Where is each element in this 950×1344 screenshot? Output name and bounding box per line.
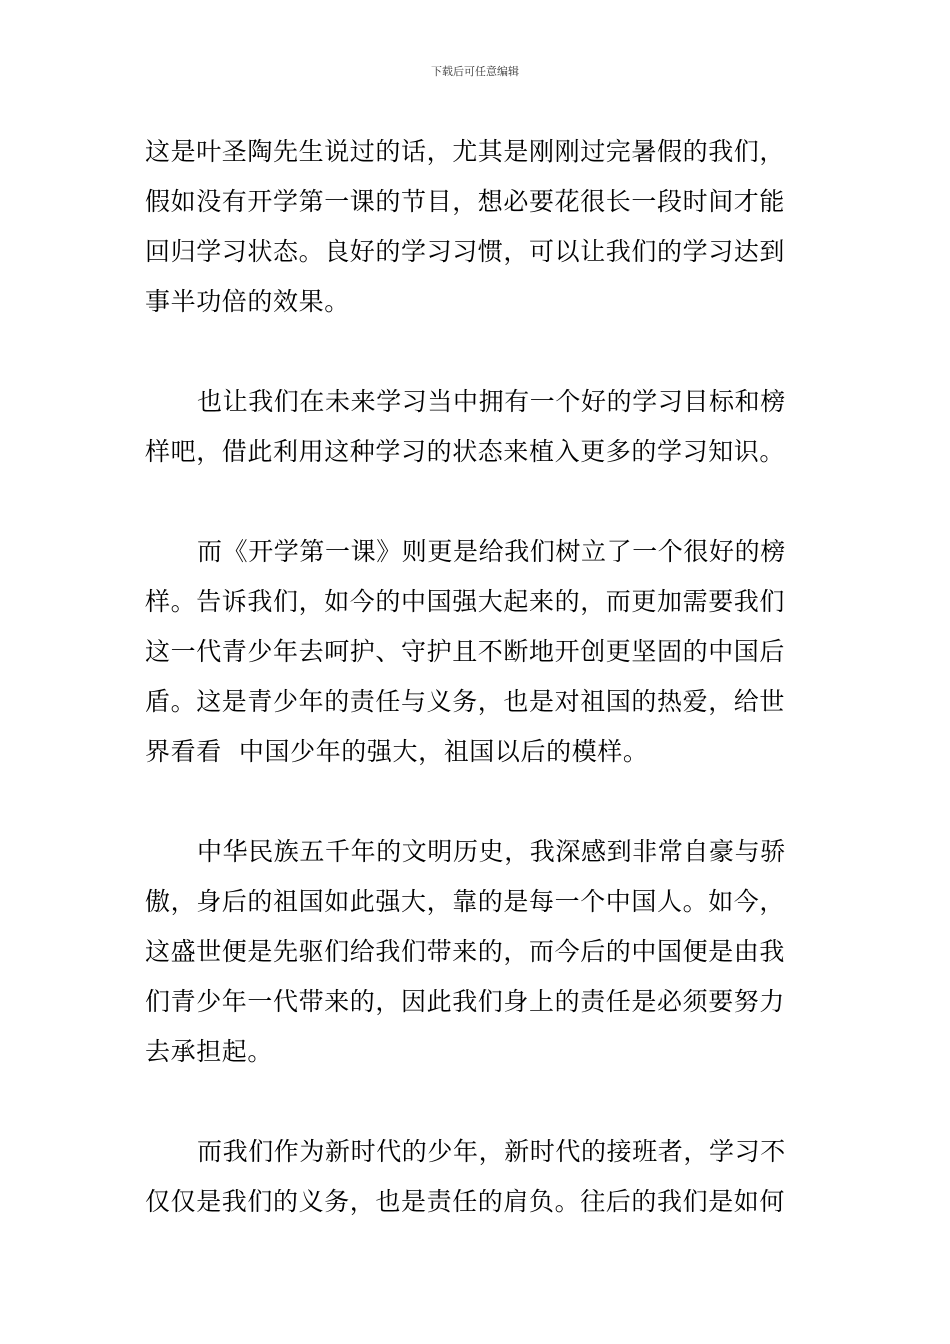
text-line: 回归学习状态。良好的学习习惯，可以让我们的学习达到 — [145, 237, 786, 266]
paragraph-5 — [145, 1127, 810, 1227]
text-line: 这是叶圣陶先生说过的话，尤其是刚刚过完暑假的我们， — [145, 137, 786, 166]
text-line: 傲，身后的祖国如此强大，靠的是每一个中国人。如今， — [145, 887, 786, 916]
document-body — [145, 127, 810, 1277]
text-line: 这盛世便是先驱们给我们带来的，而今后的中国便是由我 — [145, 937, 786, 966]
paragraph-3 — [145, 527, 810, 777]
text-line: 假如没有开学第一课的节目，想必要花很长一段时间才能 — [145, 187, 786, 216]
text-line: 而《开学第一课》则更是给我们树立了一个很好的榜 — [197, 537, 786, 566]
text-line: 界看看 中国少年的强大，祖国以后的模样。 — [145, 737, 649, 766]
text-line: 样。告诉我们，如今的中国强大起来的，而更加需要我们 — [145, 587, 786, 616]
text-line: 事半功倍的效果。 — [145, 287, 350, 316]
paragraph-1 — [145, 127, 810, 327]
text-line: 而我们作为新时代的少年，新时代的接班者，学习不 — [197, 1137, 786, 1166]
text-line: 仅仅是我们的义务，也是责任的肩负。往后的我们是如何 — [145, 1187, 786, 1216]
text-line: 盾。这是青少年的责任与义务，也是对祖国的热爱，给世 — [145, 687, 786, 716]
text-line: 也让我们在未来学习当中拥有一个好的学习目标和榜 — [197, 387, 786, 416]
page-header: 下载后可任意编辑 — [431, 65, 519, 78]
text-line: 这一代青少年去呵护、守护且不断地开创更坚固的中国后 — [145, 637, 786, 666]
text-line: 样吧，借此利用这种学习的状态来植入更多的学习知识。 — [145, 437, 786, 466]
text-line: 去承担起。 — [145, 1037, 274, 1066]
paragraph-2 — [145, 377, 810, 477]
text-line: 中华民族五千年的文明历史，我深感到非常自豪与骄 — [197, 837, 786, 866]
text-line: 们青少年一代带来的，因此我们身上的责任是必须要努力 — [145, 987, 786, 1016]
paragraph-4 — [145, 827, 810, 1077]
